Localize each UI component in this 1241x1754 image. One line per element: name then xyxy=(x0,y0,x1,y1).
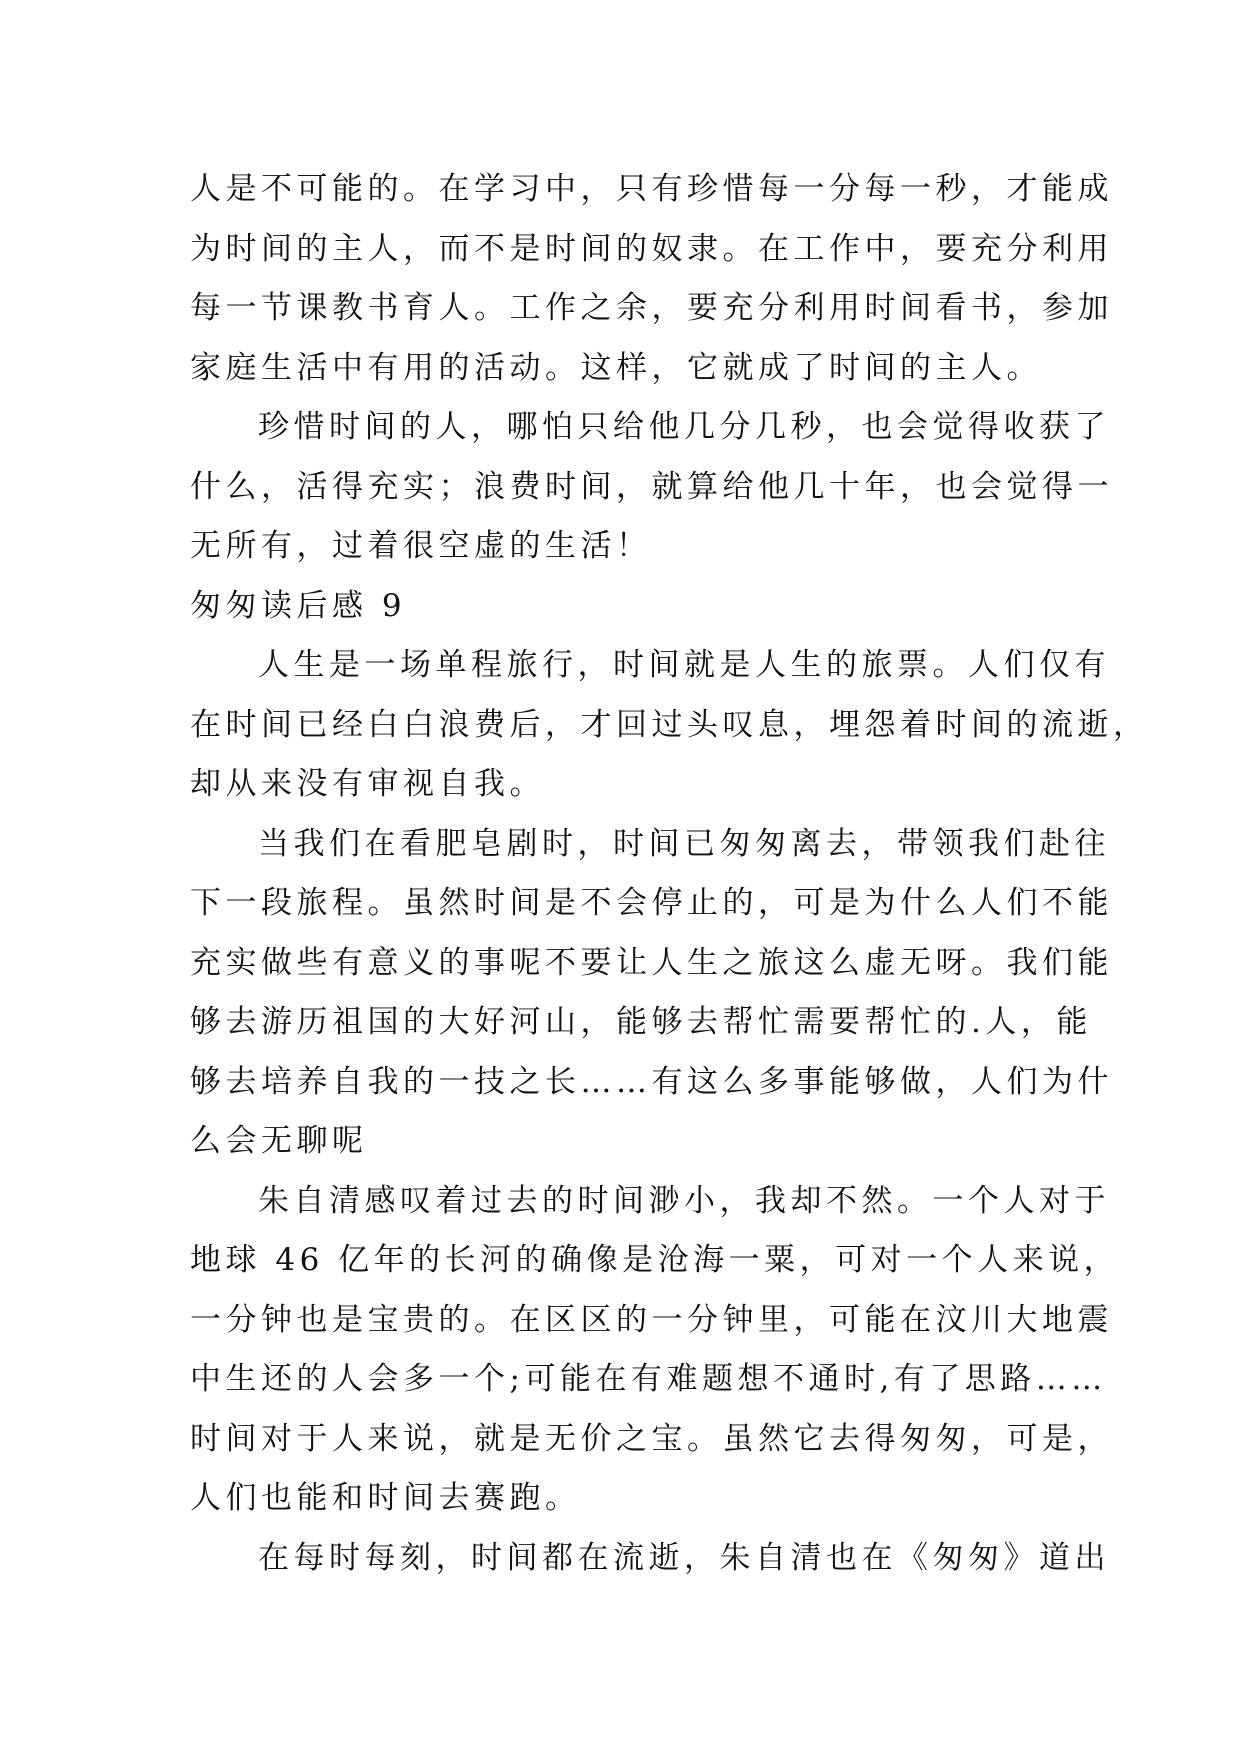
text-line: 够去游历祖国的大好河山，能够去帮忙需要帮忙的.人，能 xyxy=(190,1004,1092,1040)
text-line: 每一节课教书育人。工作之余，要充分利用时间看书，参加 xyxy=(190,290,1113,326)
text-line: 中生还的人会多一个;可能在有难题想不通时,有了思路…… xyxy=(190,1361,1107,1397)
text-line: 么会无聊呢 xyxy=(190,1123,368,1159)
text-line: 一分钟也是宝贵的。在区区的一分钟里，可能在汶川大地震 xyxy=(190,1301,1113,1338)
text-line: 时间对于人来说，就是无价之宝。虽然它去得匆匆，可是， xyxy=(190,1420,1113,1457)
text-line: 人们也能和时间去赛跑。 xyxy=(190,1480,581,1516)
text-line: 家庭生活中有用的活动。这样，它就成了时间的主人。 xyxy=(190,349,1042,386)
text-line: 地球 46 亿年的长河的确像是沧海一粟，可对一个人来说， xyxy=(190,1242,1120,1278)
text-line: 却从来没有审视自我。 xyxy=(190,766,545,802)
paragraph-first-line: 珍惜时间的人，哪怕只给他几分几秒，也会觉得收获了 xyxy=(258,409,1110,445)
text-line: 在时间已经白白浪费后，才回过头叹息，埋怨着时间的流逝， xyxy=(190,706,1149,743)
paragraph-first-line: 在每时每刻，时间都在流逝，朱自清也在《匆匆》道出 xyxy=(258,1539,1110,1576)
text-line: 无所有，过着很空虚的生活！ xyxy=(190,528,652,564)
text-line: 下一段旅程。虽然时间是不会停止的，可是为什么人们不能 xyxy=(190,885,1113,921)
paragraph-first-line: 人生是一场单程旅行，时间就是人生的旅票。人们仅有 xyxy=(258,647,1110,683)
paragraph-first-line: 朱自清感叹着过去的时间渺小，我却不然。一个人对于 xyxy=(258,1182,1110,1219)
paragraph-first-line: 当我们在看肥皂剧时，时间已匆匆离去，带领我们赴往 xyxy=(258,825,1110,862)
text-line: 充实做些有意义的事呢不要让人生之旅这么虚无呀。我们能 xyxy=(190,944,1113,981)
text-line: 什么，活得充实；浪费时间，就算给他几十年，也会觉得一 xyxy=(190,468,1113,505)
text-line: 够去培养自我的一技之长……有这么多事能够做，人们为什 xyxy=(190,1063,1113,1100)
text-line: 人是不可能的。在学习中，只有珍惜每一分每一秒，才能成 xyxy=(190,171,1113,207)
text-line: 为时间的主人，而不是时间的奴隶。在工作中，要充分利用 xyxy=(190,230,1113,267)
section-heading: 匆匆读后感 9 xyxy=(190,587,407,624)
document-body xyxy=(190,160,1149,1588)
